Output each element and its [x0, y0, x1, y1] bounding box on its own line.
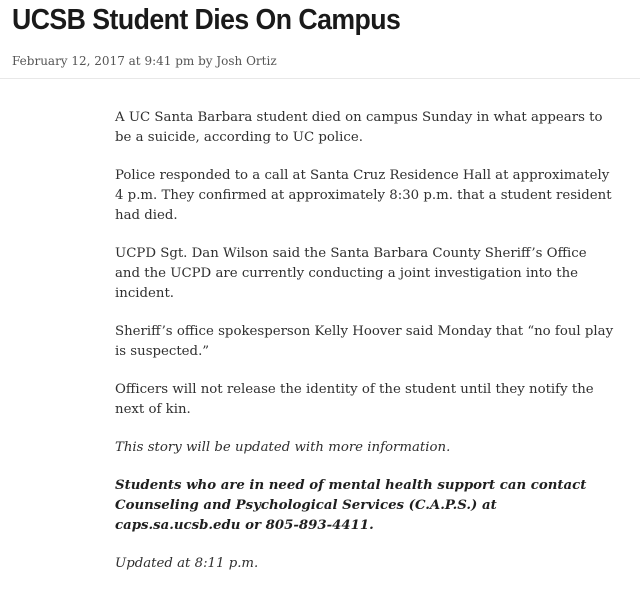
- article-body: [115, 108, 615, 592]
- updated-time: Updated at 8:11 p.m.: [115, 556, 259, 571]
- article-headline: UCSB Student Dies On Campus: [12, 4, 401, 36]
- update-note: This story will be updated with more information.: [115, 440, 451, 455]
- article-paragraph: Officers will not release the identity of the student until they notify the next of kin.: [115, 382, 594, 417]
- article-paragraph: UCPD Sgt. Dan Wilson said the Santa Barbara County Sheriff’s Office and the UCPD are currently conducting a joint investigation into the incident.: [115, 246, 587, 301]
- support-notice: Students who are in need of mental health support can contact Counseling and Psychological Services (C.A.P.S.) at caps.sa.ucsb.edu or 805-893-4411.: [115, 478, 587, 533]
- article-paragraph: Police responded to a call at Santa Cruz Residence Hall at approximately 4 p.m. They confirmed at approximately 8:30 p.m. that a student resident had died.: [115, 168, 612, 223]
- header-divider: [0, 78, 640, 79]
- article-paragraph: Sheriff’s office spokesperson Kelly Hoover said Monday that “no foul play is suspected.”: [115, 324, 614, 359]
- article-byline: February 12, 2017 at 9:41 pm by Josh Ortiz: [12, 54, 277, 68]
- article-paragraph: A UC Santa Barbara student died on campus Sunday in what appears to be a suicide, according to UC police.: [115, 110, 603, 145]
